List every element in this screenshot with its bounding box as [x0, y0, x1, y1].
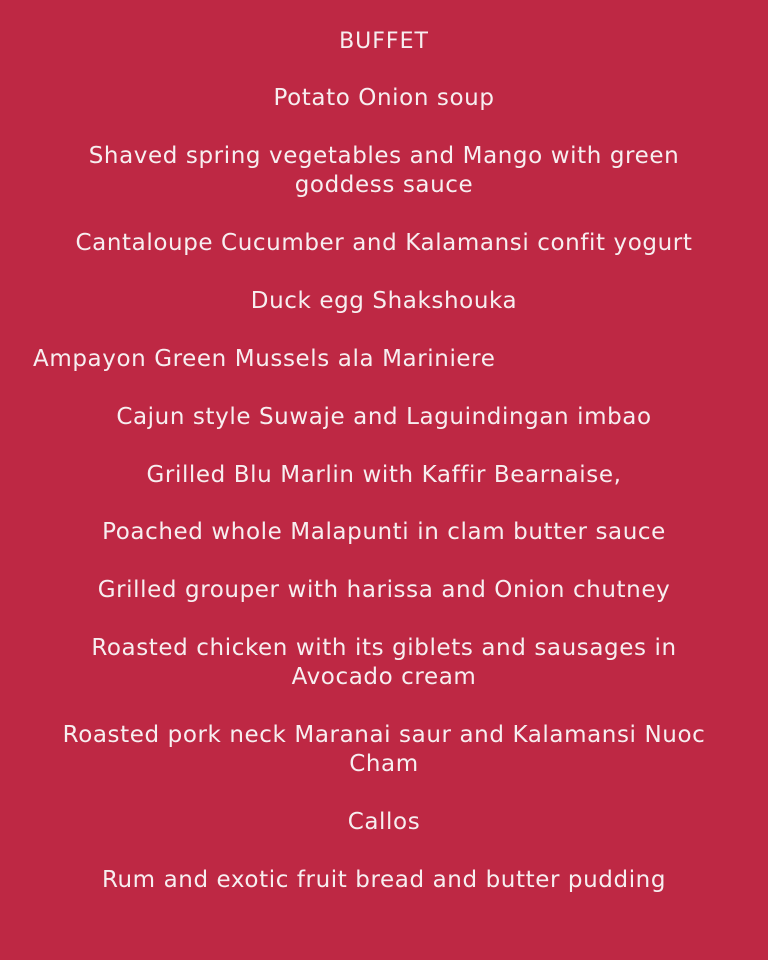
menu-item-poached-malapunti: Poached whole Malapunti in clam butter sauce [102, 519, 666, 545]
menu-item-roasted-chicken-cont: Avocado cream [291, 664, 477, 690]
menu-heading: BUFFET [339, 29, 429, 54]
menu-item-cantaloupe-cucumber: Cantaloupe Cucumber and Kalamansi confit yogurt [75, 230, 693, 256]
menu-item-callos: Callos [347, 809, 421, 835]
menu-item-grilled-blu-marlin: Grilled Blu Marlin with Kaffir Bearnaise, [146, 462, 622, 488]
menu-item-grilled-grouper: Grilled grouper with harissa and Onion chutney [97, 577, 671, 603]
menu-item-roasted-pork-neck-cont: Cham [349, 751, 419, 777]
menu-item-cajun-suwaje: Cajun style Suwaje and Laguindingan imbao [116, 404, 652, 430]
menu-item-rum-fruit-bread-pudding: Rum and exotic fruit bread and butter pudding [101, 867, 667, 893]
menu-item-shaved-spring-vegetables: Shaved spring vegetables and Mango with green [88, 143, 680, 169]
menu-item-roasted-chicken: Roasted chicken with its giblets and sausages in [91, 635, 677, 661]
menu-item-roasted-pork-neck: Roasted pork neck Maranai saur and Kalamansi Nuoc [62, 722, 706, 748]
menu-item-ampayon-green-mussels: Ampayon Green Mussels ala Mariniere [33, 346, 496, 372]
menu-item-potato-onion-soup: Potato Onion soup [273, 85, 495, 111]
menu-item-duck-egg-shakshouka: Duck egg Shakshouka [250, 288, 518, 314]
menu-item-shaved-spring-vegetables-cont: goddess sauce [294, 172, 474, 198]
